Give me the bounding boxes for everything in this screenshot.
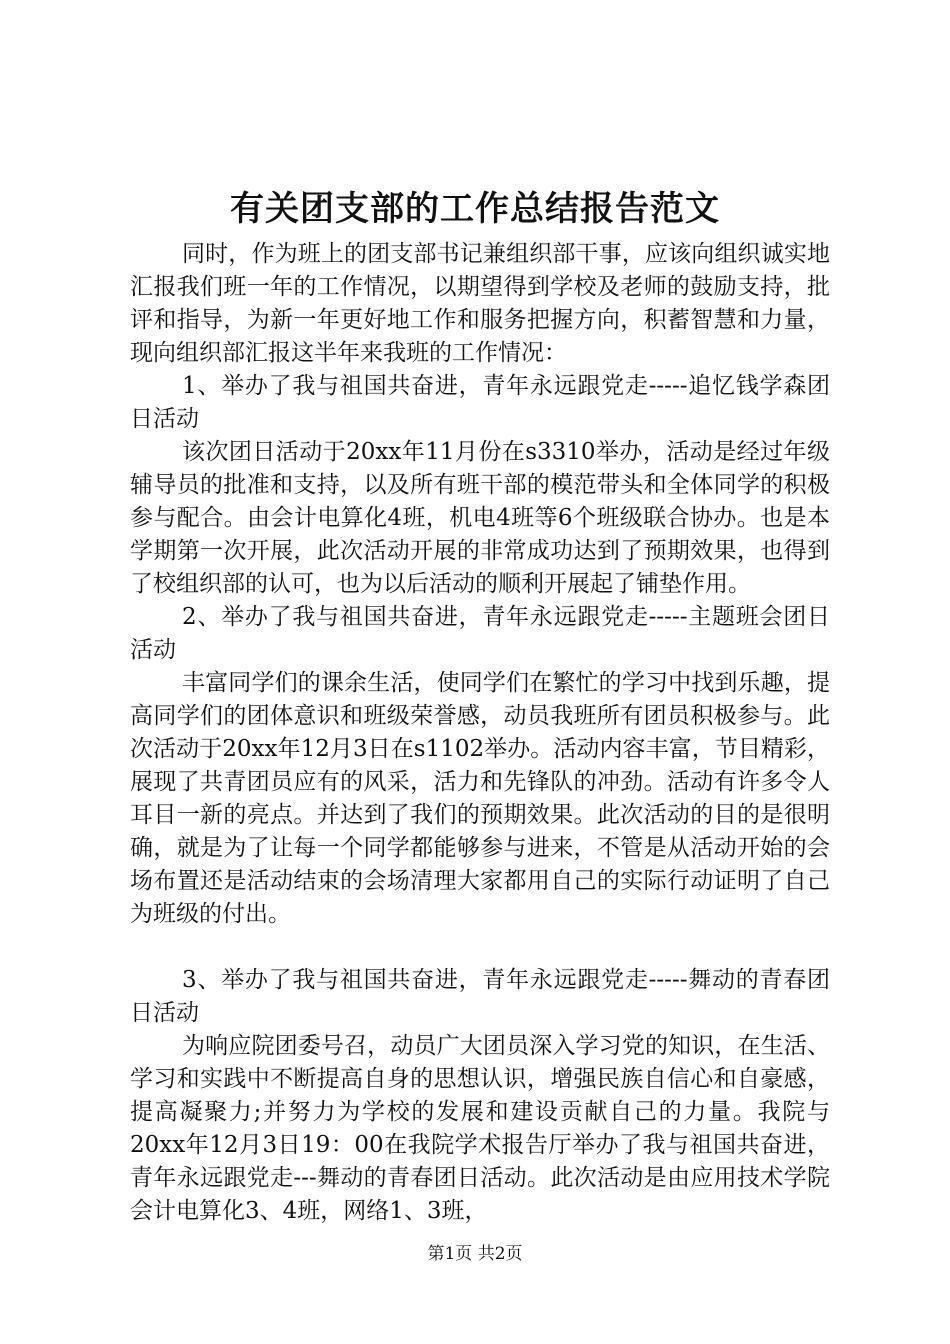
- document-body: [130, 238, 830, 1228]
- section-heading-3: 3、举办了我与祖国共奋进，青年永远跟党走-----舞动的青春团日活动: [130, 967, 830, 1026]
- document-title: 有关团支部的工作总结报告范文: [230, 189, 720, 229]
- paragraph-section-1: 该次团日活动于20xx年11月份在s3310举办，活动是经过年级辅导员的批准和支持，以及所有班干部的模范带头和全体同学的积极参与配合。由会计电算化4班，机电4班等6个班级联合协办。也是本学期第一次开展，此次活动开展的非常成功达到了预期效果，也得到了校组织部的认可，也为以后活动的顺利开展起了铺垫作用。: [130, 439, 830, 597]
- section-heading-1: 1、举办了我与祖国共奋进，青年永远跟党走-----追忆钱学森团日活动: [130, 373, 830, 432]
- page-number-footer: 第1页 共2页: [427, 1244, 523, 1264]
- paragraph-section-2: 丰富同学们的课余生活，使同学们在繁忙的学习中找到乐趣，提高同学们的团体意识和班级荣誉感，动员我班所有团员积极参与。此次活动于20xx年12月3日在s1102举办。活动内容丰富，节目精彩，展现了共青团员应有的风采，活力和先锋队的冲劲。活动有许多令人耳目一新的亮点。并达到了我们的预期效果。此次活动的目的是很明确，就是为了让每一个同学都能够参与进来，不管是从活动开始的会场布置还是活动结束的会场清理大家都用自己的实际行动证明了自己为班级的付出。: [130, 670, 830, 927]
- paragraph-intro: 同时，作为班上的团支部书记兼组织部干事，应该向组织诚实地汇报我们班一年的工作情况，以期望得到学校及老师的鼓励支持，批评和指导，为新一年更好地工作和服务把握方向，积蓄智慧和力量，现向组织部汇报这半年来我班的工作情况：: [130, 241, 830, 366]
- paragraph-section-3: 为响应院团委号召，动员广大团员深入学习党的知识，在生活、学习和实践中不断提高自身的思想认识，增强民族自信心和自豪感，提高凝聚力;并努力为学校的发展和建设贡献自己的力量。我院与20xx年12月3日19：00在我院学术报告厅举办了我与祖国共奋进，青年永远跟党走---舞动的青春团日活动。此次活动是由应用技术学院会计电算化3、4班，网络1、3班，: [130, 1033, 830, 1224]
- section-heading-2: 2、举办了我与祖国共奋进，青年永远跟党走-----主题班会团日活动: [130, 604, 830, 663]
